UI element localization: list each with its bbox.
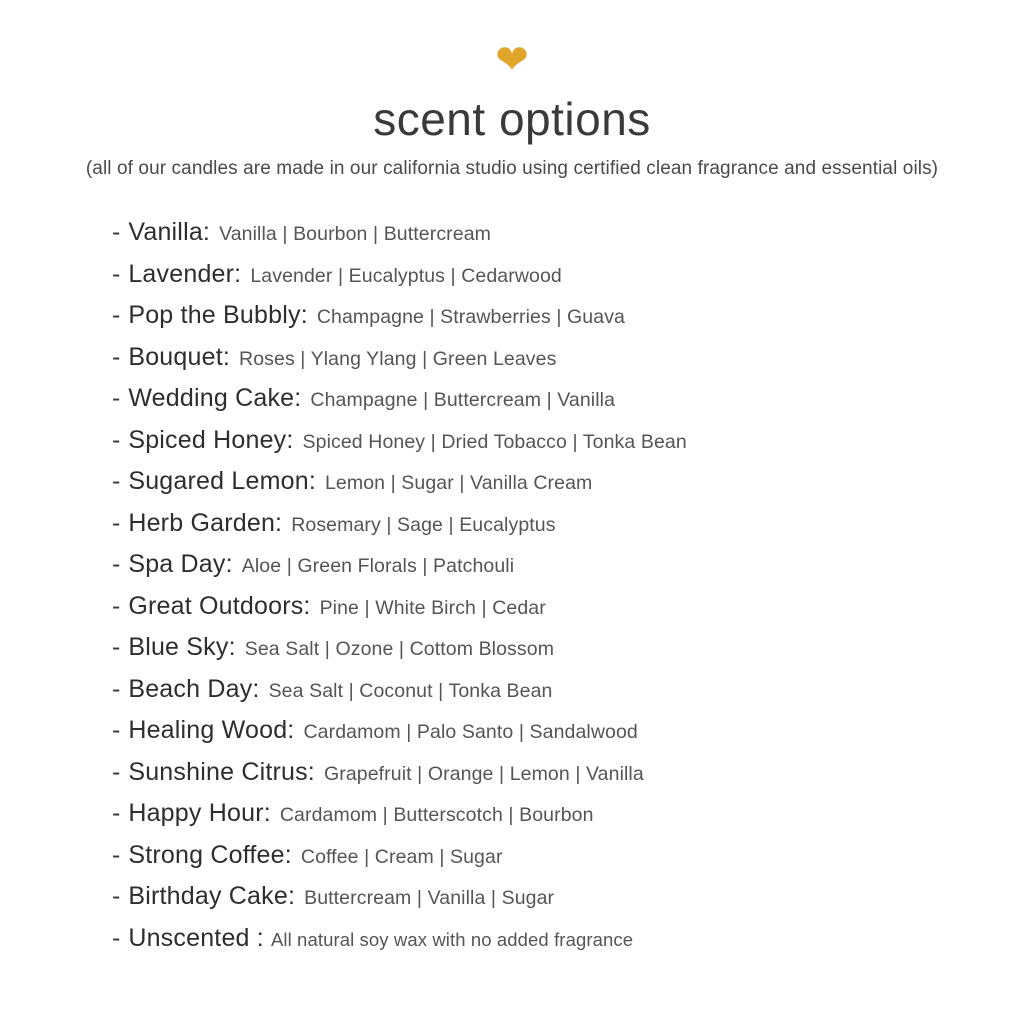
list-item [112,841,1024,870]
list-item-bullet: - [112,840,121,869]
list-item [112,592,1024,621]
scent-notes: Aloe | Green Florals | Patchouli [241,555,515,577]
scent-notes: Champagne | Strawberries | Guava [316,306,625,328]
list-item-bullet: - [112,591,121,620]
scent-name: Pop the Bubbly: [128,301,308,329]
scent-notes: Vanilla | Bourbon | Buttercream [219,223,491,245]
scent-notes: Cardamom | Palo Santo | Sandalwood [303,721,638,743]
scent-notes: Sea Salt | Coconut | Tonka Bean [268,679,553,702]
list-item [112,758,1024,787]
list-item-bullet: - [112,757,121,786]
list-item [112,675,1024,704]
list-item [112,384,1024,413]
scent-name: Sugared Lemon: [128,467,316,495]
scent-list [0,218,1024,953]
scent-name: Lavender: [128,259,242,288]
scent-name: Blue Sky: [128,633,236,661]
scent-name: Sunshine Citrus: [128,757,315,786]
scent-notes: Rosemary | Sage | Eucalyptus [291,513,556,536]
list-item [112,467,1024,496]
scent-notes: Grapefruit | Orange | Lemon | Vanilla [323,762,644,785]
scent-name: Strong Coffee: [128,840,292,869]
list-item-bullet: - [112,550,121,578]
list-item-bullet: - [112,425,121,454]
scent-notes: All natural soy wax with no added fragrance [270,928,634,950]
scent-name: Bouquet: [128,342,231,371]
list-item [112,301,1024,330]
page-title: scent options [373,93,651,145]
scent-notes: Roses | Ylang Ylang | Green Leaves [239,347,557,370]
list-item-bullet: - [112,384,121,412]
scent-name: Birthday Cake: [128,882,296,910]
scent-notes: Lemon | Sugar | Vanilla Cream [324,472,593,494]
heart-icon-container [0,0,1024,84]
list-item-bullet: - [112,882,121,910]
list-item [112,633,1024,662]
scent-notes: Lavender | Eucalyptus | Cedarwood [250,264,562,287]
list-item-bullet: - [112,467,121,495]
scent-notes: Cardamom | Butterscotch | Bourbon [279,804,594,826]
page-subtitle: (all of our candles are made in our california studio using certified clean fragrance and essential oils) [85,158,939,179]
scent-notes: Coffee | Cream | Sugar [300,845,503,868]
list-item [112,260,1024,289]
list-item-bullet: - [112,633,121,661]
list-item-bullet: - [112,259,121,288]
scent-name: Beach Day: [128,674,260,703]
scent-notes: Buttercream | Vanilla | Sugar [304,887,555,909]
list-item-bullet: - [112,301,121,329]
scent-name: Happy Hour: [128,799,271,827]
list-item [112,218,1024,247]
list-item-bullet: - [112,799,121,827]
scent-name: Great Outdoors: [128,591,311,620]
scent-name: Spa Day: [128,550,233,578]
list-item-bullet: - [112,923,121,952]
list-item [112,716,1024,745]
scent-name: Herb Garden: [128,508,283,537]
scent-name: Wedding Cake: [128,384,302,412]
list-item-bullet: - [112,716,121,744]
list-item-bullet: - [112,508,121,537]
scent-notes: Spiced Honey | Dried Tobacco | Tonka Bean [302,430,687,453]
list-item [112,924,1024,953]
scent-name: Unscented : [128,923,264,952]
heart-icon: ❤ [495,38,529,82]
list-item [112,509,1024,538]
list-item [112,882,1024,911]
scent-name: Vanilla: [128,218,211,246]
list-item-bullet: - [112,342,121,371]
scent-notes: Champagne | Buttercream | Vanilla [310,389,616,411]
scent-notes: Sea Salt | Ozone | Cottom Blossom [244,638,555,660]
list-item-bullet: - [112,674,121,703]
list-item [112,799,1024,828]
list-item [112,550,1024,579]
scent-name: Healing Wood: [128,716,295,744]
scent-notes: Pine | White Birch | Cedar [319,596,546,619]
list-item [112,343,1024,372]
list-item [112,426,1024,455]
list-item-bullet: - [112,218,121,246]
scent-name: Spiced Honey: [128,425,294,454]
